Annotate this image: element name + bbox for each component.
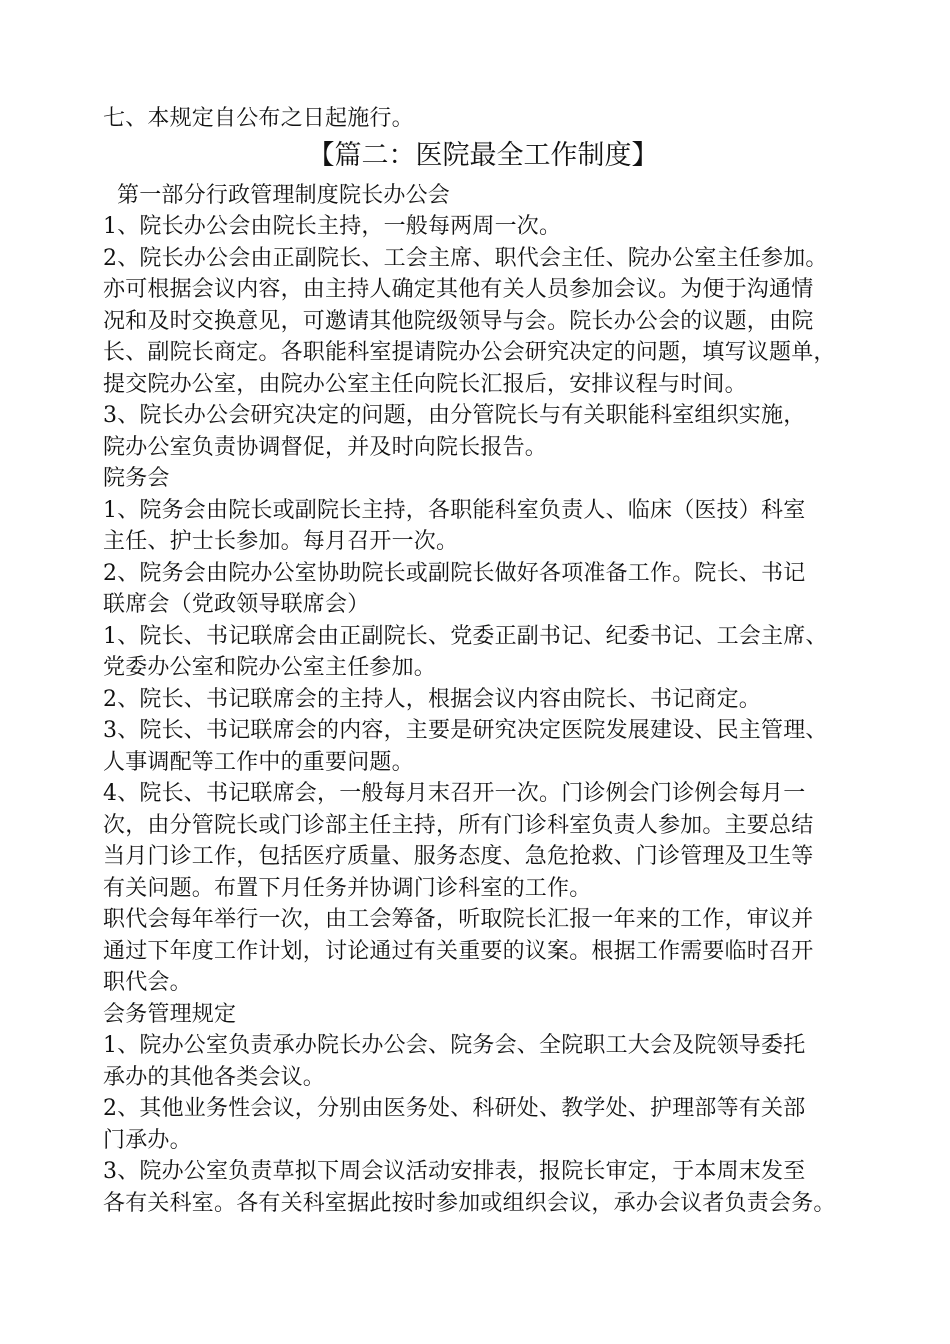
section-title: 【篇二：医院最全工作制度】	[307, 139, 659, 171]
doc-line: 人事调配等工作中的重要问题。	[103, 749, 414, 775]
doc-line: 1、院长办公会由院长主持，一般每两周一次。	[103, 214, 562, 239]
doc-line: 当月门诊工作，包括医疗质量、服务态度、急危抢救、门诊管理及卫生等	[103, 844, 814, 869]
doc-line: 4、院长、书记联席会，一般每月末召开一次。门诊例会门诊例会每月一	[103, 781, 806, 806]
doc-line: 3、院长、书记联席会的内容，主要是研究决定医院发展建设、民主管理、	[103, 718, 828, 743]
doc-line: 党委办公室和院办公室主任参加。	[103, 655, 437, 680]
doc-line: 职代会每年举行一次，由工会筹备，听取院长汇报一年来的工作，审议并	[103, 907, 814, 932]
doc-line: 提交院办公室，由院办公室主任向院长汇报后，安排议程与时间。	[103, 371, 747, 397]
doc-line: 长、副院长商定。各职能科室提请院办公会研究决定的问题，填写议题单，	[103, 340, 836, 365]
subsection-heading: 会务管理规定	[103, 1001, 237, 1027]
doc-line: 2、院长办公会由正副院长、工会主席、职代会主任、院办公室主任参加。	[103, 245, 828, 271]
doc-line: 2、院务会由院办公室协助院长或副院长做好各项准备工作。院长、书记	[103, 560, 806, 586]
doc-line: 1、院务会由院长或副院长主持，各职能科室负责人、临床（医技）科室	[103, 497, 806, 523]
doc-line: 七、本规定自公布之日起施行。	[103, 106, 414, 131]
doc-line: 通过下年度工作计划，讨论通过有关重要的议案。根据工作需要临时召开	[103, 938, 814, 964]
doc-line: 3、院长办公会研究决定的问题，由分管院长与有关职能科室组织实施，	[103, 403, 806, 428]
doc-line: 职代会。	[103, 970, 192, 995]
doc-line: 3、院办公室负责草拟下周会议活动安排表，报院长审定，于本周末发至	[103, 1159, 806, 1184]
doc-line: 各有关科室。各有关科室据此按时参加或组织会议，承办会议者负责会务。	[103, 1190, 836, 1216]
doc-line: 2、其他业务性会议，分别由医务处、科研处、教学处、护理部等有关部	[103, 1096, 806, 1121]
doc-line: 门承办。	[103, 1127, 192, 1153]
doc-line: 承办的其他各类会议。	[103, 1064, 326, 1090]
section-heading: 第一部分行政管理制度院长办公会	[117, 182, 451, 208]
doc-line: 主任、护士长参加。每月召开一次。	[103, 529, 459, 554]
doc-line: 况和及时交换意见，可邀请其他院级领导与会。院长办公会的议题，由院	[103, 308, 814, 334]
doc-line: 次，由分管院长或门诊部主任主持，所有门诊科室负责人参加。主要总结	[103, 812, 814, 838]
doc-line: 亦可根据会议内容，由主持人确定其他有关人员参加会议。为便于沟通情	[103, 277, 814, 302]
subsection-heading: 院务会	[103, 466, 170, 491]
doc-line: 联席会（党政领导联席会）	[103, 592, 370, 617]
doc-line: 院办公室负责协调督促，并及时向院长报告。	[103, 434, 548, 460]
doc-line: 2、院长、书记联席会的主持人，根据会议内容由院长、书记商定。	[103, 686, 761, 712]
doc-line: 有关问题。布置下月任务并协调门诊科室的工作。	[103, 875, 592, 901]
doc-line: 1、院办公室负责承办院长办公会、院务会、全院职工大会及院领导委托	[103, 1033, 806, 1058]
doc-line: 1、院长、书记联席会由正副院长、党委正副书记、纪委书记、工会主席、	[103, 623, 828, 649]
document-page	[103, 103, 863, 1219]
